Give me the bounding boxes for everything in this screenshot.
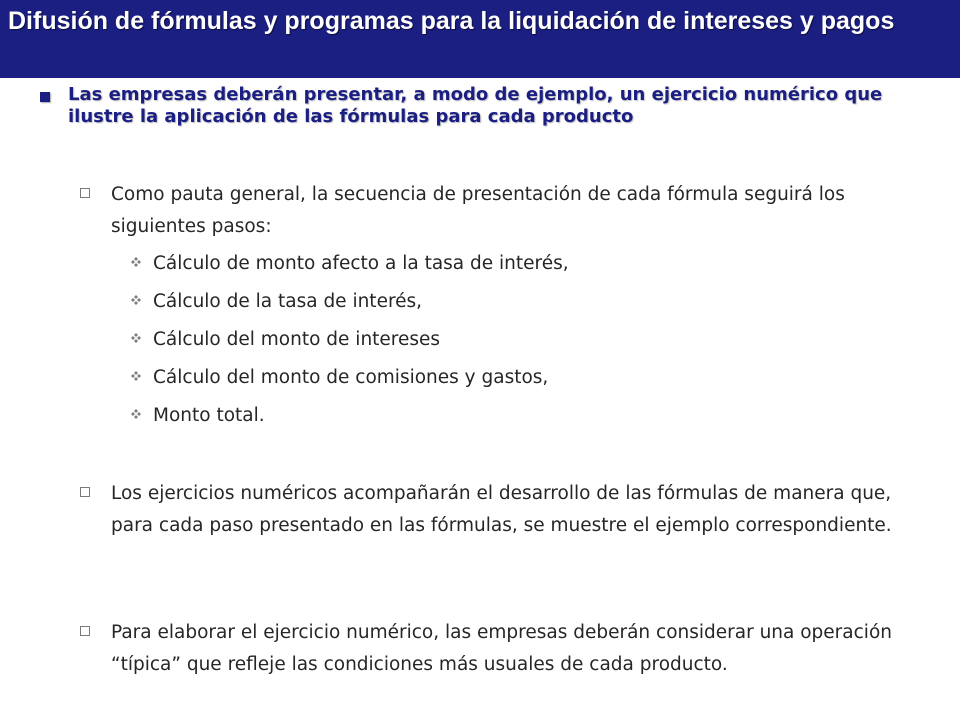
hollow-square-bullet-icon bbox=[80, 188, 90, 198]
four-diamond-bullet-icon bbox=[131, 257, 141, 267]
slide-title: Difusión de fórmulas y programas para la liquidación de intereses y pagos bbox=[8, 7, 895, 35]
step-text: Cálculo del monto de intereses bbox=[153, 329, 441, 350]
four-diamond-bullet-icon bbox=[131, 409, 141, 419]
hollow-square-bullet-icon bbox=[80, 626, 90, 636]
step-text: Cálculo del monto de comisiones y gastos, bbox=[153, 367, 549, 388]
step-item bbox=[131, 366, 891, 390]
step-item bbox=[131, 290, 891, 314]
hollow-square-bullet-icon bbox=[80, 487, 90, 497]
step-text: Monto total. bbox=[153, 405, 265, 426]
four-diamond-bullet-icon bbox=[131, 333, 141, 343]
step-item bbox=[131, 404, 891, 428]
step-text: Cálculo de la tasa de interés, bbox=[153, 291, 423, 312]
list-item-text: Como pauta general, la secuencia de presentación de cada fórmula seguirá los siguientes pasos: bbox=[111, 184, 845, 237]
list-item-operacion-tipica bbox=[80, 617, 910, 681]
list-item-ejercicios bbox=[80, 478, 910, 542]
four-diamond-bullet-icon bbox=[131, 295, 141, 305]
main-bullet bbox=[40, 84, 945, 128]
list-item-text: Los ejercicios numéricos acompañarán el desarrollo de las fórmulas de manera que, para cada paso presentado en las fórmulas, se muestre el ejemplo correspondiente. bbox=[111, 483, 892, 536]
list-item-text: Para elaborar el ejercicio numérico, las empresas deberán considerar una operación “típica” que refleje las condiciones más usuales de cada producto. bbox=[111, 622, 892, 675]
step-item bbox=[131, 328, 891, 352]
step-text: Cálculo de monto afecto a la tasa de interés, bbox=[153, 253, 569, 274]
four-diamond-bullet-icon bbox=[131, 371, 141, 381]
step-item bbox=[131, 252, 891, 276]
main-bullet-text: Las empresas deberán presentar, a modo de ejemplo, un ejercicio numérico que ilustre la aplicación de las fórmulas para cada producto bbox=[68, 84, 883, 127]
list-item-pauta-general bbox=[80, 179, 910, 243]
filled-square-bullet-icon bbox=[40, 92, 50, 102]
title-bar bbox=[0, 0, 960, 78]
